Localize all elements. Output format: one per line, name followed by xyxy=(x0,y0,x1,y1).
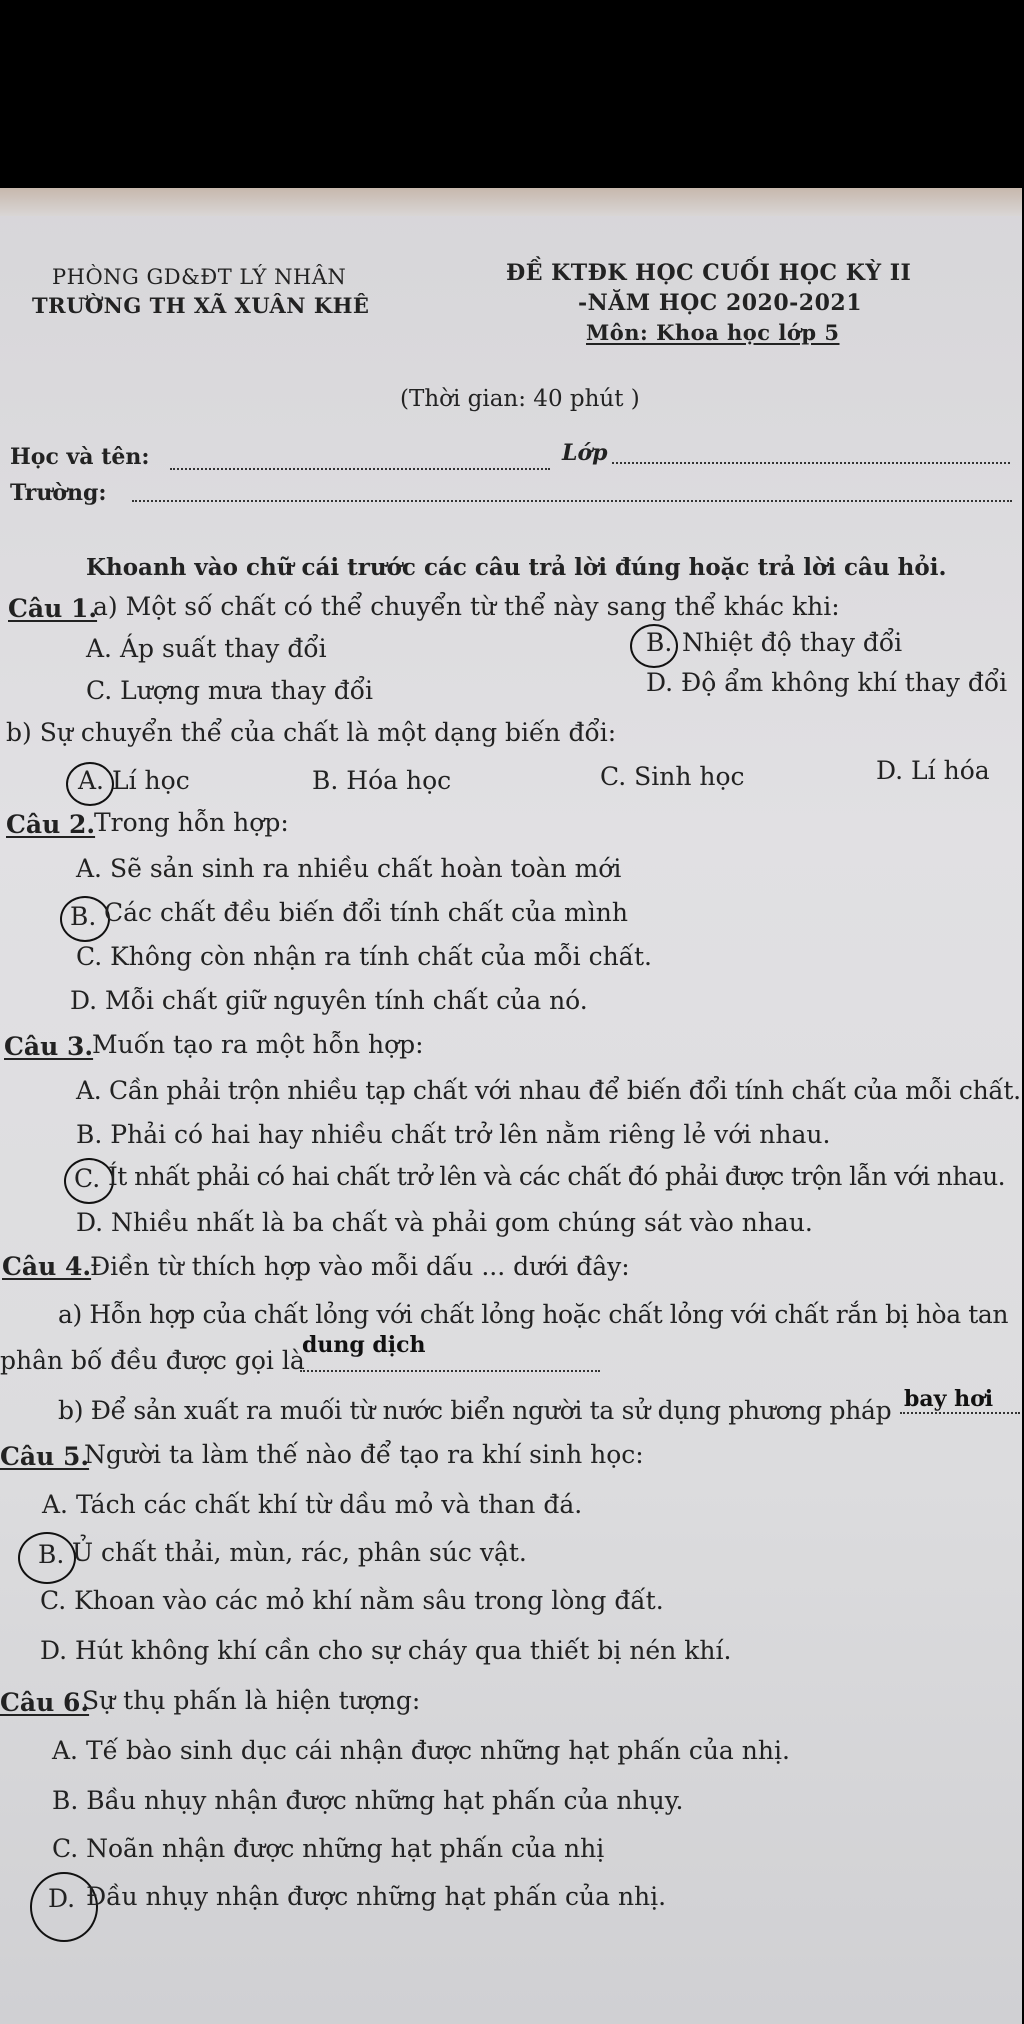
q1b-option-b: B. Hóa học xyxy=(312,766,452,795)
q4a-line2: phân bố đều được gọi là xyxy=(0,1346,305,1375)
q4b-blank[interactable] xyxy=(900,1412,1020,1414)
top-black-bar xyxy=(0,0,1024,188)
q2-label: Câu 2. xyxy=(6,810,96,839)
exam-time: (Thời gian: 40 phút ) xyxy=(400,386,640,412)
header-department: PHÒNG GD&ĐT LÝ NHÂN xyxy=(52,265,347,289)
q5-text: Người ta làm thế nào để tạo ra khí sinh học: xyxy=(84,1440,644,1469)
header-exam-title: ĐỀ KTĐK HỌC CUỐI HỌC KỲ II xyxy=(506,260,912,286)
q6-option-a: A. Tế bào sinh dục cái nhận được những hạt phấn của nhị. xyxy=(52,1736,790,1765)
q3-option-c-text: Ít nhất phải có hai chất trở lên và các chất đó phải được trộn lẫn với nhau. xyxy=(108,1162,1005,1191)
q4-text: Điền từ thích hợp vào mỗi dấu ... dưới đây: xyxy=(90,1252,630,1281)
q3-option-a: A. Cần phải trộn nhiều tạp chất với nhau để biến đổi tính chất của mỗi chất. xyxy=(76,1076,1021,1105)
q3-option-b: B. Phải có hai hay nhiều chất trở lên nằm riêng lẻ với nhau. xyxy=(76,1120,831,1149)
q1-part-a: a) Một số chất có thể chuyển từ thể này sang thể khác khi: xyxy=(93,592,840,621)
q4b-handwritten-answer: bay hơi xyxy=(904,1386,994,1412)
q5-option-b-letter: B. xyxy=(38,1540,65,1569)
q1a-option-b-text: Nhiệt độ thay đổi xyxy=(682,628,903,657)
q1b-option-a-text: Lí học xyxy=(112,766,190,795)
q2-option-b-text: Các chất đều biến đổi tính chất của mình xyxy=(104,898,628,927)
q6-option-b: B. Bầu nhụy nhận được những hạt phấn của nhụy. xyxy=(52,1786,684,1815)
q5-label: Câu 5. xyxy=(0,1442,90,1471)
q6-label: Câu 6. xyxy=(0,1688,90,1717)
header-school: TRƯỜNG TH XÃ XUÂN KHÊ xyxy=(32,293,370,318)
q5-option-a: A. Tách các chất khí từ dầu mỏ và than đá. xyxy=(42,1490,583,1519)
exam-paper xyxy=(0,188,1022,2024)
q1-label: Câu 1. xyxy=(8,594,98,623)
q6-option-d-letter: D. xyxy=(48,1884,76,1913)
q4a-blank[interactable] xyxy=(300,1370,600,1372)
school-blank[interactable] xyxy=(132,500,1012,502)
q6-text: Sự thụ phấn là hiện tượng: xyxy=(82,1686,421,1715)
paper-edge xyxy=(0,188,1022,216)
q3-option-c-letter: C. xyxy=(74,1164,101,1193)
school-label: Trường: xyxy=(10,480,107,506)
q1-part-b: b) Sự chuyển thể của chất là một dạng biến đổi: xyxy=(6,718,617,747)
q4a-handwritten-answer: dung dịch xyxy=(302,1332,426,1358)
q5-option-b-text: Ủ chất thải, mùn, rác, phân súc vật. xyxy=(72,1538,527,1567)
q5-option-c: C. Khoan vào các mỏ khí nằm sâu trong lòng đất. xyxy=(40,1586,664,1615)
header-subject: Môn: Khoa học lớp 5 xyxy=(586,320,840,345)
q3-label: Câu 3. xyxy=(4,1032,94,1061)
q1b-option-c: C. Sinh học xyxy=(600,762,745,791)
q3-option-d: D. Nhiều nhất là ba chất và phải gom chúng sát vào nhau. xyxy=(76,1208,813,1237)
q1b-option-a-letter: A. xyxy=(78,766,105,795)
header-school-year: -NĂM HỌC 2020-2021 xyxy=(578,290,863,316)
q1a-option-c: C. Lượng mưa thay đổi xyxy=(86,676,374,705)
q1a-option-a: A. Áp suất thay đổi xyxy=(86,634,327,663)
q3-text: Muốn tạo ra một hỗn hợp: xyxy=(92,1030,424,1059)
instruction: Khoanh vào chữ cái trước các câu trả lời đúng hoặc trả lời câu hỏi. xyxy=(86,554,947,581)
class-blank[interactable] xyxy=(612,462,1010,464)
q4b-line: b) Để sản xuất ra muối từ nước biển người ta sử dụng phương pháp xyxy=(58,1396,892,1425)
name-label: Học và tên: xyxy=(10,444,150,470)
q2-option-c: C. Không còn nhận ra tính chất của mỗi chất. xyxy=(76,942,652,971)
q2-text: Trong hỗn hợp: xyxy=(94,808,289,837)
q1b-option-d: D. Lí hóa xyxy=(876,756,990,785)
q6-option-d-text: Đầu nhụy nhận được những hạt phấn của nhị. xyxy=(86,1882,667,1911)
q6-option-c: C. Noãn nhận được những hạt phấn của nhị xyxy=(52,1834,605,1863)
class-label: Lớp xyxy=(562,440,608,466)
q2-option-a: A. Sẽ sản sinh ra nhiều chất hoàn toàn mới xyxy=(76,854,622,883)
q5-option-d: D. Hút không khí cần cho sự cháy qua thiết bị nén khí. xyxy=(40,1636,732,1665)
q4-label: Câu 4. xyxy=(2,1252,92,1281)
q4a-line1: a) Hỗn hợp của chất lỏng với chất lỏng hoặc chất lỏng với chất rắn bị hòa tan xyxy=(58,1300,1009,1329)
name-blank[interactable] xyxy=(170,468,550,470)
q2-option-d: D. Mỗi chất giữ nguyên tính chất của nó. xyxy=(70,986,588,1015)
q1a-option-b-letter: B. xyxy=(646,628,673,657)
q2-option-b-letter: B. xyxy=(70,902,97,931)
q1a-option-d: D. Độ ẩm không khí thay đổi xyxy=(646,668,1008,697)
